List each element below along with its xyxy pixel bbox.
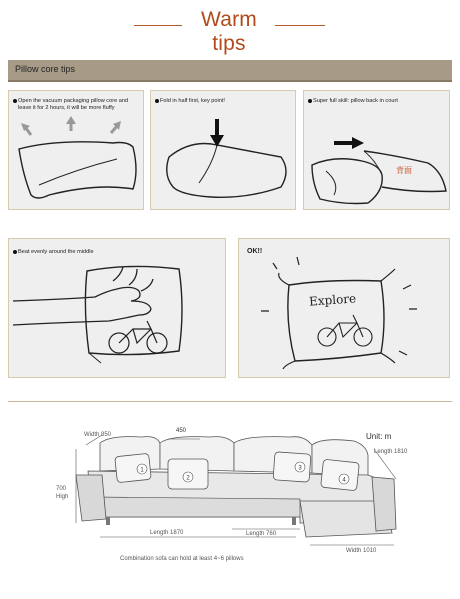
ok-label: OK!! (247, 248, 263, 255)
fold-pillow-illustration (151, 91, 297, 211)
step-4-caption: Beat evenly around the middle (18, 249, 94, 255)
pillow-into-cover-illustration (304, 91, 451, 211)
section-divider (8, 401, 452, 402)
length-1870-label: Length 1870 (150, 530, 184, 536)
section-title: Pillow core tips (15, 64, 76, 74)
step-1-caption: Open the vacuum packaging pillow core and leave it for 2 hours, it will be more fluffy (18, 98, 129, 111)
width-850-label: Width 850 (84, 432, 112, 438)
length-1810-label: Length 1810 (374, 449, 408, 455)
length-760-label: Length 760 (246, 531, 277, 537)
pillow-2-label: 2 (186, 475, 190, 482)
width-1010-label: Width 1010 (346, 548, 377, 554)
title-rule-left (134, 25, 182, 26)
finished-pillow-illustration (239, 239, 451, 379)
title-rule-right (275, 25, 325, 26)
step-5-panel (238, 238, 450, 378)
step-2-panel (150, 90, 296, 210)
height-word-label: High (56, 494, 69, 500)
beat-pillow-illustration (9, 239, 227, 379)
step-3-panel (303, 90, 450, 210)
pillow-3-label: 3 (298, 465, 302, 472)
section-bar (8, 60, 452, 82)
vacuum-pillow-illustration (9, 91, 145, 211)
step-4-panel (8, 238, 226, 378)
explore-label: Explore (308, 291, 357, 309)
dim-450-label: 450 (176, 428, 187, 434)
step-2-caption: Fold in half first, key point! (160, 98, 225, 104)
back-side-label: 背面 (396, 166, 412, 175)
pillow-1-label: 1 (140, 467, 144, 474)
sofa-note: Combination sofa can hold at least 4~6 pillows (120, 556, 244, 562)
height-700-label: 700 (56, 486, 67, 492)
step-1-panel (8, 90, 144, 210)
pillow-4-label: 4 (342, 477, 346, 484)
step-3-caption: Super full skill: pillow back in court (313, 98, 398, 104)
unit-label: Unit: m (366, 432, 392, 441)
page-title: Warm tips (200, 8, 257, 55)
header (0, 6, 460, 55)
